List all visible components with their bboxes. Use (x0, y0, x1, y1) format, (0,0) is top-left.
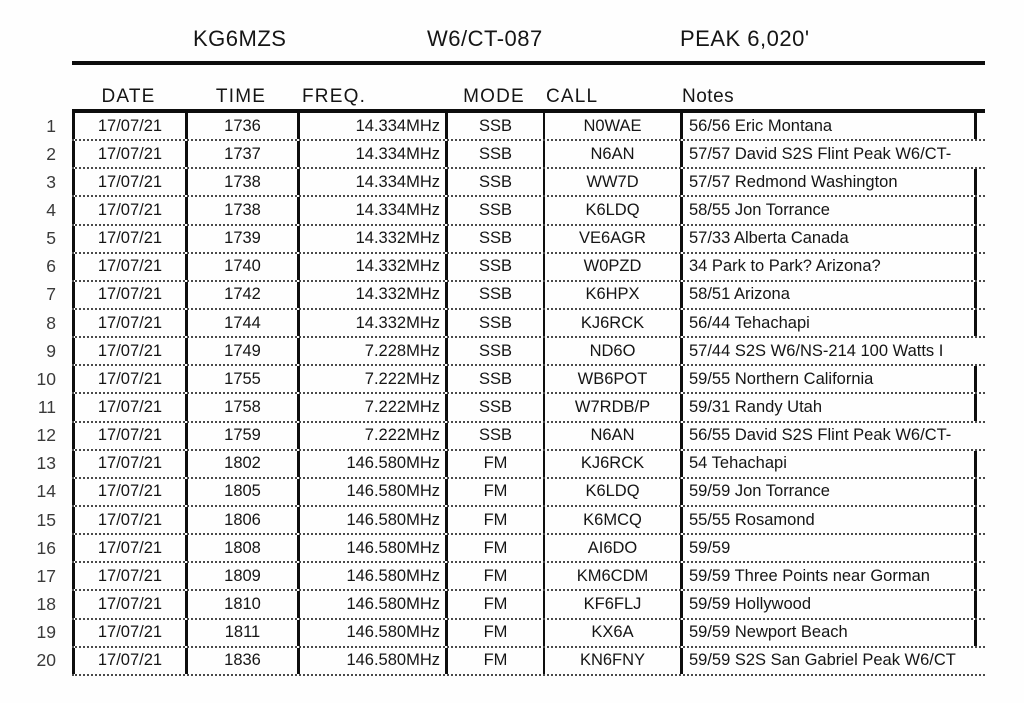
cell-time: 1805 (185, 479, 297, 505)
cell-date: 17/07/21 (72, 169, 185, 195)
cell-time: 1808 (185, 535, 297, 561)
cell-time: 1809 (185, 563, 297, 589)
cell-callsign: AI6DO (543, 535, 680, 561)
peak-elevation: PEAK 6,020' (680, 26, 810, 51)
cell-time: 1755 (185, 366, 297, 392)
row-number: 10 (36, 368, 56, 389)
cell-notes: 34 Park to Park? Arizona? (680, 254, 977, 280)
cell-frequency: 14.334MHz (297, 113, 445, 139)
cell-callsign: KF6FLJ (543, 591, 680, 617)
cell-mode: FM (445, 507, 543, 533)
title-divider-rule (72, 61, 985, 65)
cell-frequency: 146.580MHz (297, 535, 445, 561)
cell-callsign: KM6CDM (543, 563, 680, 589)
cell-callsign: N0WAE (543, 113, 680, 139)
cell-frequency: 146.580MHz (297, 648, 445, 674)
cell-mode: FM (445, 648, 543, 674)
cell-mode: SSB (445, 141, 543, 167)
cell-time: 1737 (185, 141, 297, 167)
table-row (36, 451, 985, 479)
operator-callsign: KG6MZS (193, 26, 287, 51)
cell-mode: FM (445, 479, 543, 505)
row-number: 7 (46, 284, 56, 305)
cell-callsign: KJ6RCK (543, 310, 680, 336)
cell-frequency: 14.334MHz (297, 169, 445, 195)
cell-time: 1742 (185, 282, 297, 308)
table-row (36, 507, 985, 535)
cell-time: 1811 (185, 620, 297, 646)
row-number: 15 (36, 509, 56, 530)
cell-notes: 54 Tehachapi (680, 451, 977, 477)
cell-mode: FM (445, 620, 543, 646)
cell-callsign: N6AN (543, 141, 680, 167)
cell-mode: SSB (445, 169, 543, 195)
log-rows (36, 113, 985, 676)
cell-frequency: 7.222MHz (297, 423, 445, 449)
cell-date: 17/07/21 (72, 507, 185, 533)
cell-date: 17/07/21 (72, 254, 185, 280)
cell-date: 17/07/21 (72, 282, 185, 308)
cell-mode: SSB (445, 338, 543, 364)
row-number: 6 (46, 256, 56, 277)
table-row (36, 366, 985, 394)
table-row (46, 169, 985, 197)
cell-mode: SSB (445, 226, 543, 252)
cell-frequency: 146.580MHz (297, 591, 445, 617)
cell-notes: 58/55 Jon Torrance (680, 197, 977, 223)
row-number: 20 (36, 650, 56, 671)
cell-callsign: N6AN (543, 423, 680, 449)
cell-frequency: 7.222MHz (297, 366, 445, 392)
row-number: 14 (36, 481, 56, 502)
cell-frequency: 14.334MHz (297, 141, 445, 167)
cell-date: 17/07/21 (72, 197, 185, 223)
row-number: 4 (46, 199, 56, 220)
summit-reference: W6/CT-087 (427, 26, 543, 51)
cell-time: 1806 (185, 507, 297, 533)
cell-callsign: K6LDQ (543, 479, 680, 505)
cell-time: 1744 (185, 310, 297, 336)
cell-notes: 57/33 Alberta Canada (680, 226, 977, 252)
row-number: 13 (36, 453, 56, 474)
cell-date: 17/07/21 (72, 394, 185, 420)
row-number: 1 (46, 115, 56, 136)
cell-callsign: VE6AGR (543, 226, 680, 252)
row-number: 8 (46, 312, 56, 333)
cell-frequency: 14.332MHz (297, 282, 445, 308)
cell-time: 1739 (185, 226, 297, 252)
cell-date: 17/07/21 (72, 451, 185, 477)
cell-time: 1759 (185, 423, 297, 449)
cell-mode: SSB (445, 310, 543, 336)
cell-time: 1740 (185, 254, 297, 280)
table-row (36, 423, 985, 451)
row-number: 19 (36, 622, 56, 643)
cell-callsign: WB6POT (543, 366, 680, 392)
cell-date: 17/07/21 (72, 113, 185, 139)
table-row (36, 620, 985, 648)
column-header-time: TIME (215, 86, 267, 107)
table-row (37, 394, 985, 422)
table-row (46, 310, 985, 338)
cell-mode: SSB (445, 282, 543, 308)
cell-callsign: ND6O (543, 338, 680, 364)
cell-mode: SSB (445, 197, 543, 223)
cell-frequency: 7.222MHz (297, 394, 445, 420)
cell-mode: SSB (445, 113, 543, 139)
table-row (36, 648, 985, 676)
cell-date: 17/07/21 (72, 648, 185, 674)
table-row (46, 282, 985, 310)
row-number: 5 (46, 228, 56, 249)
cell-date: 17/07/21 (72, 563, 185, 589)
cell-mode: FM (445, 591, 543, 617)
column-header-call: CALL (546, 86, 599, 107)
cell-callsign: KX6A (543, 620, 680, 646)
cell-date: 17/07/21 (72, 310, 185, 336)
cell-notes: 59/59 Three Points near Gorman (680, 563, 977, 589)
cell-time: 1736 (185, 113, 297, 139)
cell-mode: SSB (445, 423, 543, 449)
cell-time: 1758 (185, 394, 297, 420)
cell-mode: FM (445, 535, 543, 561)
row-number: 18 (36, 593, 56, 614)
table-row (46, 338, 985, 366)
cell-date: 17/07/21 (72, 338, 185, 364)
cell-frequency: 14.332MHz (297, 254, 445, 280)
cell-notes: 59/59 (680, 535, 977, 561)
cell-time: 1810 (185, 591, 297, 617)
cell-callsign: WW7D (543, 169, 680, 195)
cell-frequency: 14.332MHz (297, 226, 445, 252)
cell-notes: 56/44 Tehachapi (680, 310, 977, 336)
cell-callsign: K6HPX (543, 282, 680, 308)
cell-callsign: W7RDB/P (543, 394, 680, 420)
cell-date: 17/07/21 (72, 479, 185, 505)
row-number: 11 (37, 396, 56, 417)
cell-time: 1738 (185, 169, 297, 195)
cell-notes: 59/55 Northern California (680, 366, 977, 392)
cell-frequency: 14.334MHz (297, 197, 445, 223)
column-header-freq: FREQ. (302, 86, 367, 107)
cell-time: 1738 (185, 197, 297, 223)
cell-frequency: 146.580MHz (297, 451, 445, 477)
cell-date: 17/07/21 (72, 423, 185, 449)
cell-callsign: KJ6RCK (543, 451, 680, 477)
cell-callsign: K6MCQ (543, 507, 680, 533)
row-number: 12 (36, 425, 56, 446)
cell-notes: 57/57 David S2S Flint Peak W6/CT- (680, 141, 977, 167)
row-number: 2 (46, 143, 56, 164)
cell-frequency: 146.580MHz (297, 507, 445, 533)
table-row (46, 141, 985, 169)
table-row (46, 197, 985, 225)
cell-frequency: 146.580MHz (297, 620, 445, 646)
cell-date: 17/07/21 (72, 141, 185, 167)
cell-date: 17/07/21 (72, 620, 185, 646)
cell-time: 1802 (185, 451, 297, 477)
cell-notes: 59/59 S2S San Gabriel Peak W6/CT (680, 648, 977, 674)
cell-notes: 56/55 David S2S Flint Peak W6/CT- (680, 423, 977, 449)
cell-notes: 57/57 Redmond Washington (680, 169, 977, 195)
cell-mode: FM (445, 451, 543, 477)
column-header-notes: Notes (682, 86, 735, 107)
column-header-date: DATE (101, 86, 156, 107)
cell-notes: 57/44 S2S W6/NS-214 100 Watts I (680, 338, 977, 364)
cell-date: 17/07/21 (72, 226, 185, 252)
cell-mode: FM (445, 563, 543, 589)
cell-notes: 58/51 Arizona (680, 282, 977, 308)
cell-mode: SSB (445, 366, 543, 392)
cell-frequency: 7.228MHz (297, 338, 445, 364)
table-row (46, 113, 985, 141)
row-number: 16 (36, 537, 56, 558)
cell-notes: 56/56 Eric Montana (680, 113, 977, 139)
row-number: 3 (46, 171, 56, 192)
cell-frequency: 146.580MHz (297, 563, 445, 589)
cell-callsign: KN6FNY (543, 648, 680, 674)
table-row (46, 254, 985, 282)
column-header-mode: MODE (463, 86, 525, 107)
cell-date: 17/07/21 (72, 535, 185, 561)
table-row (36, 563, 985, 591)
cell-notes: 55/55 Rosamond (680, 507, 977, 533)
cell-date: 17/07/21 (72, 591, 185, 617)
table-row (36, 535, 985, 563)
cell-notes: 59/31 Randy Utah (680, 394, 977, 420)
table-row (36, 479, 985, 507)
cell-callsign: K6LDQ (543, 197, 680, 223)
table-row (36, 591, 985, 619)
cell-frequency: 14.332MHz (297, 310, 445, 336)
cell-frequency: 146.580MHz (297, 479, 445, 505)
row-number: 17 (36, 565, 56, 586)
cell-mode: SSB (445, 394, 543, 420)
row-number: 9 (46, 340, 56, 361)
cell-time: 1836 (185, 648, 297, 674)
cell-notes: 59/59 Newport Beach (680, 620, 977, 646)
cell-callsign: W0PZD (543, 254, 680, 280)
cell-time: 1749 (185, 338, 297, 364)
table-row (46, 226, 985, 254)
cell-mode: SSB (445, 254, 543, 280)
cell-date: 17/07/21 (72, 366, 185, 392)
cell-notes: 59/59 Hollywood (680, 591, 977, 617)
cell-notes: 59/59 Jon Torrance (680, 479, 977, 505)
